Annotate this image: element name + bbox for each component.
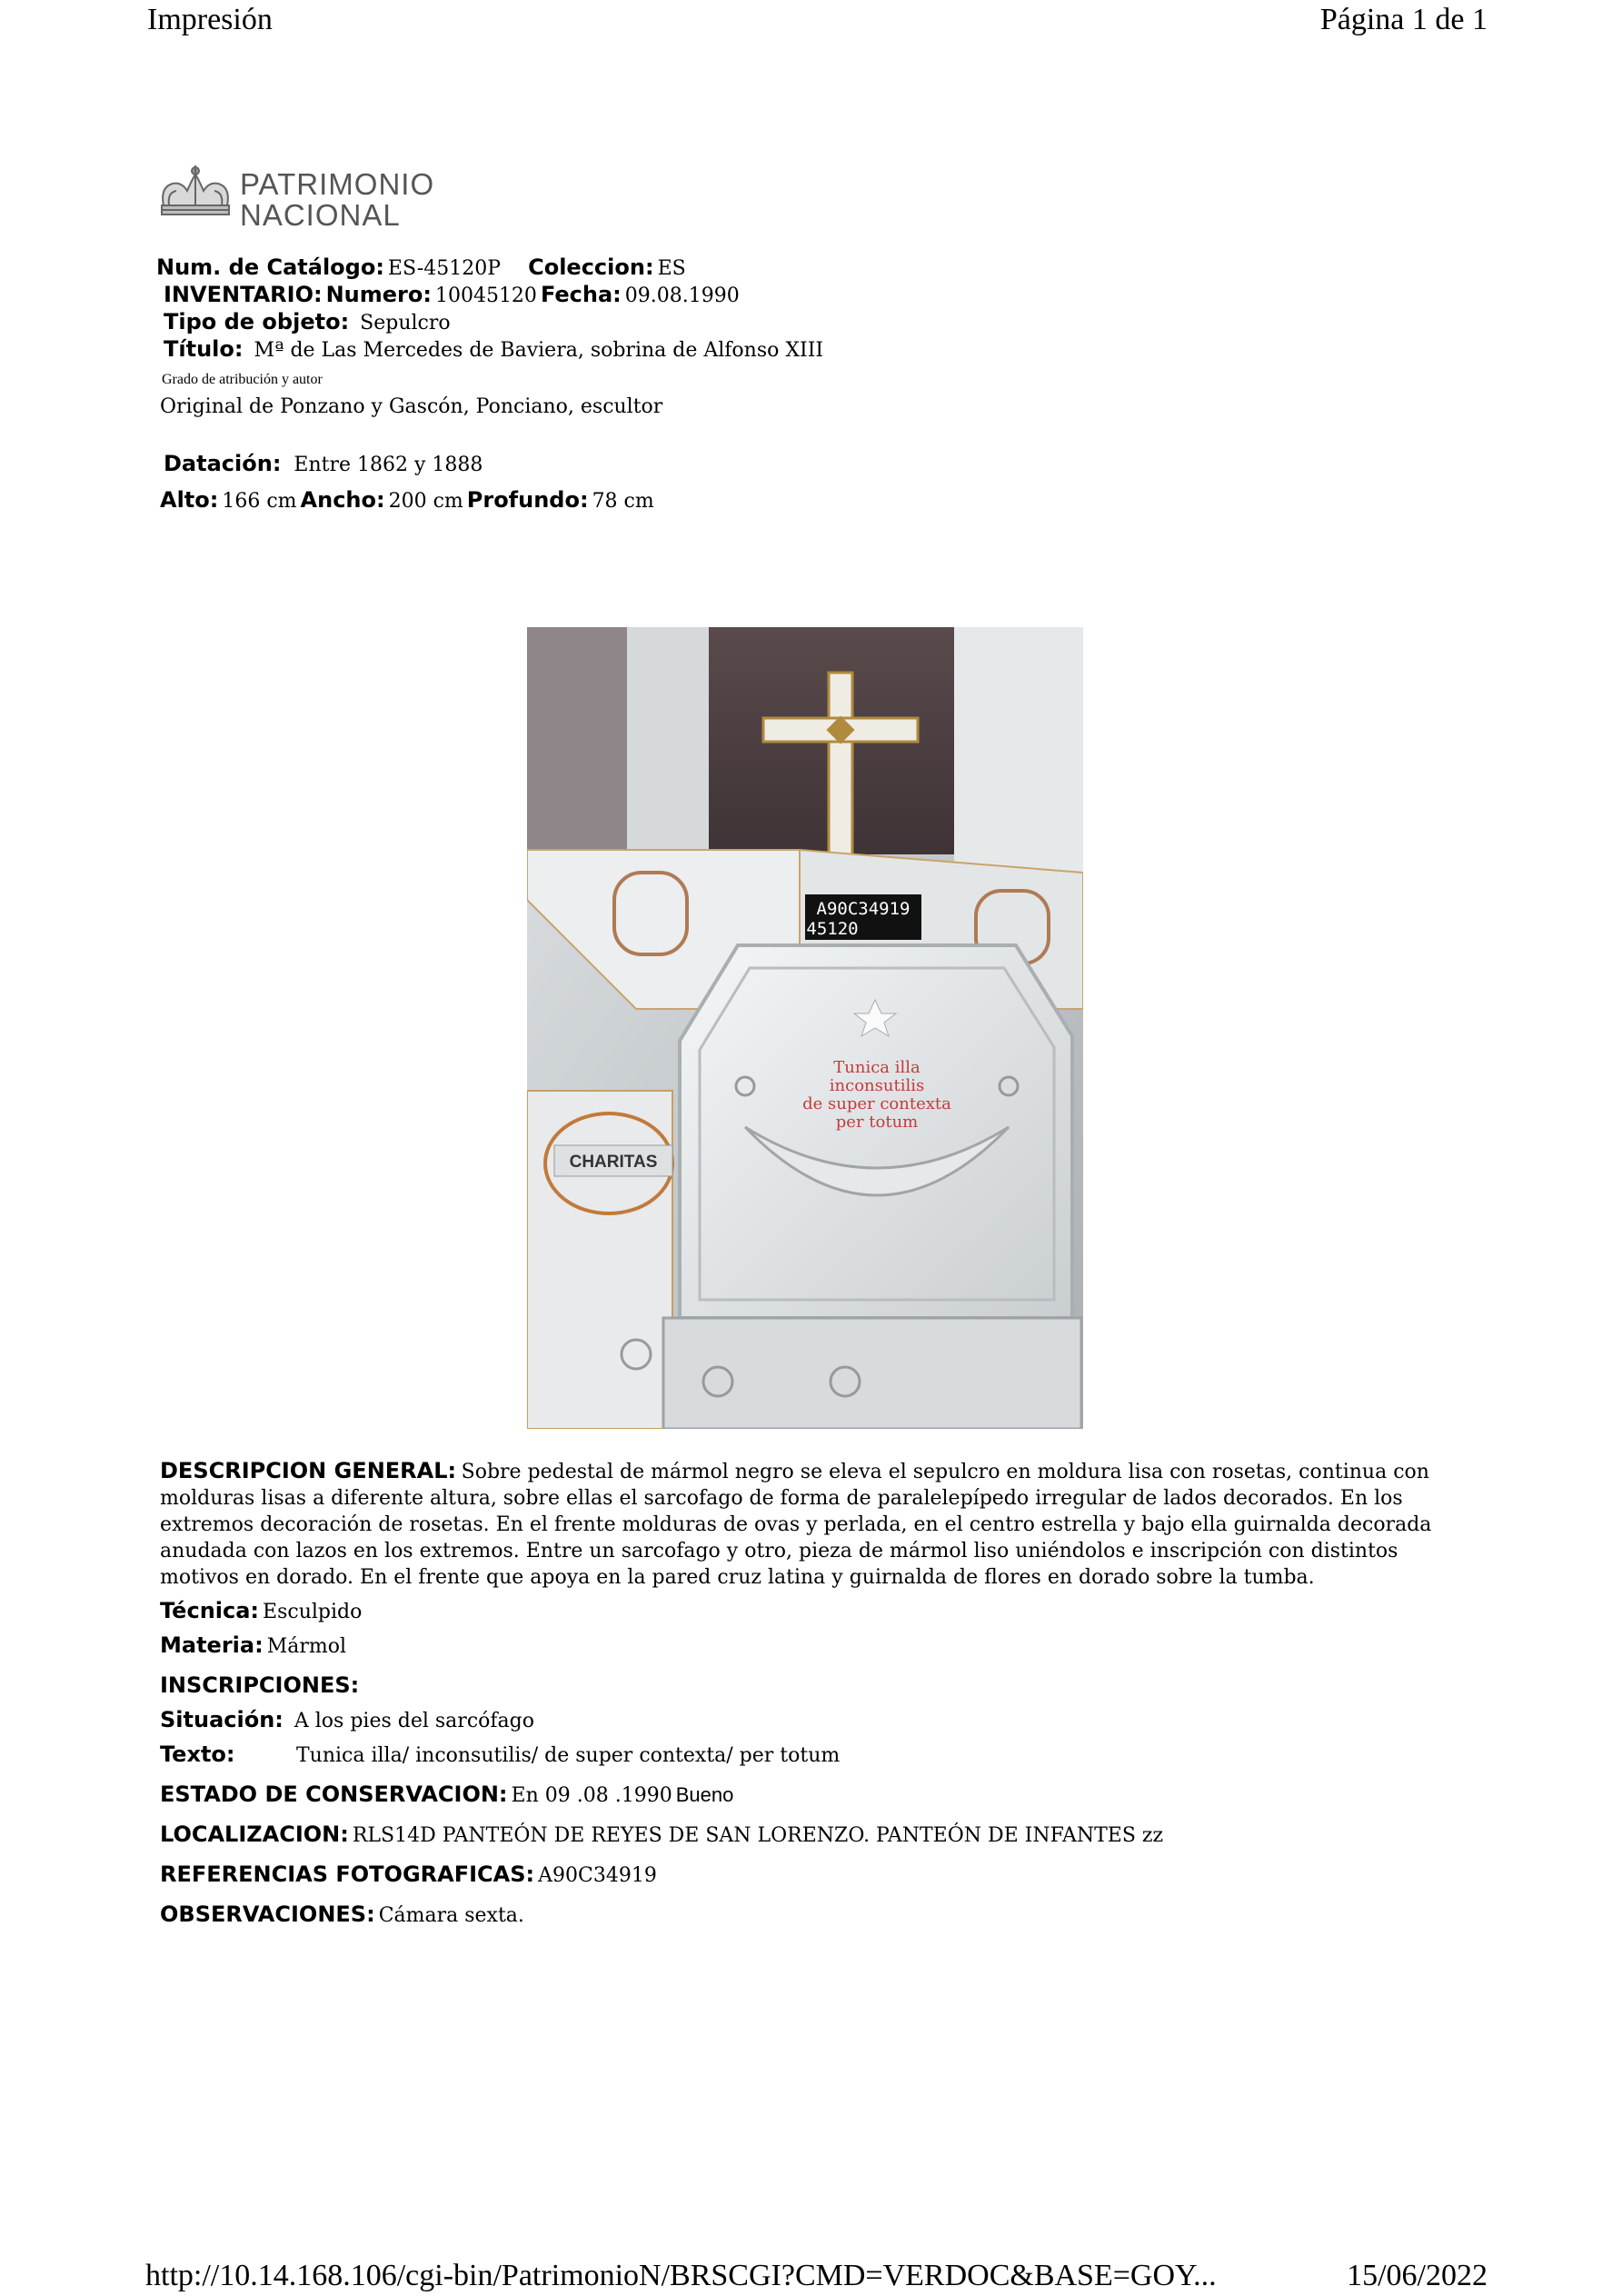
situation-value: A los pies del sarcófago	[294, 1710, 534, 1732]
print-footer-date: 15/06/2022	[1347, 2259, 1488, 2292]
technique-label: Técnica:	[160, 1598, 260, 1623]
text-row	[160, 1740, 840, 1772]
technique-row	[160, 1596, 362, 1629]
collection-label: Coleccion:	[528, 255, 654, 280]
observations-value: Cámara sexta.	[378, 1904, 524, 1927]
title-row	[164, 334, 823, 367]
collection-value: ES	[657, 257, 686, 280]
logo-line-2: NACIONAL	[240, 198, 401, 232]
print-footer-url: http://10.14.168.106/cgi-bin/PatrimonioN/BRSCGI?CMD=VERDOC&BASE=GOY...	[145, 2259, 1217, 2292]
patrimonio-logo	[156, 165, 447, 231]
material-value: Mármol	[266, 1635, 346, 1658]
height-label: Alto:	[160, 487, 219, 513]
date-value: 09.08.1990	[624, 285, 740, 307]
conservation-label: ESTADO DE CONSERVACION:	[160, 1782, 508, 1807]
material-label: Materia:	[160, 1632, 264, 1658]
material-row	[160, 1631, 346, 1663]
inventory-label: INVENTARIO:	[164, 282, 323, 307]
width-label: Ancho:	[300, 487, 385, 513]
number-value: 10045120	[434, 285, 537, 307]
location-label: LOCALIZACION:	[160, 1822, 349, 1847]
dimensions-row	[160, 485, 654, 518]
photo-inscription-1: Tunica illa	[833, 1058, 920, 1077]
description-block	[160, 1458, 1465, 1591]
photo-tag-line-1: A90C34919	[816, 899, 911, 919]
location-row	[160, 1820, 1163, 1852]
catalog-label: Num. de Catálogo:	[156, 255, 384, 280]
width-value: 200 cm	[388, 490, 463, 513]
situation-label: Situación:	[160, 1707, 284, 1732]
photo-inscription-4: per totum	[835, 1113, 919, 1132]
photo-tag-line-2: 45120	[806, 919, 859, 939]
location-value: RLS14D PANTEÓN DE REYES DE SAN LORENZO. PANTEÓN DE INFANTES zz	[352, 1824, 1164, 1847]
print-header-title: Impresión	[147, 3, 273, 36]
date-label: Fecha:	[540, 282, 622, 307]
description-value: Sobre pedestal de mármol negro se eleva el sepulcro en moldura lisa con rosetas, continua con molduras lisas a diferente altura, sobre ellas el sarcofago de forma de paralelepípedo irregular de lados decorados. En los extremos decoración de rosetas. En el frente molduras de ovas y perlada, en el centro estrella y bajo ella guirnalda decorada anudada con lazos en los extremos. Entre un sarcofago y otro, pieza de mármol liso uniéndolos e inscripción con distintos motivos en dorado. En el frente que apoya en la pared cruz latina y guirnalda de flores en dorado sobre la tumba.	[160, 1461, 1432, 1589]
observations-label: OBSERVACIONES:	[160, 1902, 375, 1927]
number-label: Numero:	[325, 282, 432, 307]
attribution-label: Grado de atribución y autor	[162, 372, 323, 387]
photo-refs-label: REFERENCIAS FOTOGRAFICAS:	[160, 1862, 535, 1887]
photo-inscription-2: inconsutilis	[829, 1076, 925, 1095]
object-type-label: Tipo de objeto:	[164, 309, 350, 334]
logo-line-1: PATRIMONIO	[240, 167, 435, 201]
attribution-value: Original de Ponzano y Gascón, Ponciano, escultor	[160, 395, 663, 418]
object-type-value: Sepulcro	[360, 312, 451, 334]
height-value: 166 cm	[222, 490, 297, 513]
dating-row	[164, 449, 483, 482]
depth-value: 78 cm	[592, 490, 654, 513]
text-label: Texto:	[160, 1742, 235, 1767]
photo-refs-row	[160, 1860, 657, 1892]
title-label: Título:	[164, 336, 244, 362]
dating-label: Datación:	[164, 451, 282, 476]
conservation-row	[160, 1780, 733, 1812]
photo-refs-value: A90C34919	[538, 1864, 657, 1887]
observations-row	[160, 1900, 524, 1932]
text-value: Tunica illa/ inconsutilis/ de super contexta/ per totum	[296, 1744, 841, 1767]
dating-value: Entre 1862 y 1888	[294, 454, 483, 476]
photo-charitas-text: CHARITAS	[569, 1153, 658, 1172]
conservation-status: Bueno	[675, 1783, 734, 1806]
tomb-illustration	[527, 627, 1083, 1429]
photo-inscription-3: de super contexta	[802, 1094, 951, 1113]
page-count: Página 1 de 1	[1319, 3, 1488, 36]
title-value: Mª de Las Mercedes de Baviera, sobrina de Alfonso XIII	[254, 339, 824, 362]
crown-icon	[156, 165, 234, 225]
inscriptions-heading: INSCRIPCIONES:	[160, 1672, 360, 1698]
technique-value: Esculpido	[263, 1601, 363, 1623]
catalog-value: ES-45120P	[387, 257, 502, 280]
depth-label: Profundo:	[466, 487, 589, 513]
situation-row	[160, 1705, 534, 1738]
conservation-date: En 09 .08 .1990	[511, 1784, 672, 1807]
tomb-photograph	[527, 627, 1083, 1429]
description-label: DESCRIPCION GENERAL:	[160, 1458, 457, 1483]
